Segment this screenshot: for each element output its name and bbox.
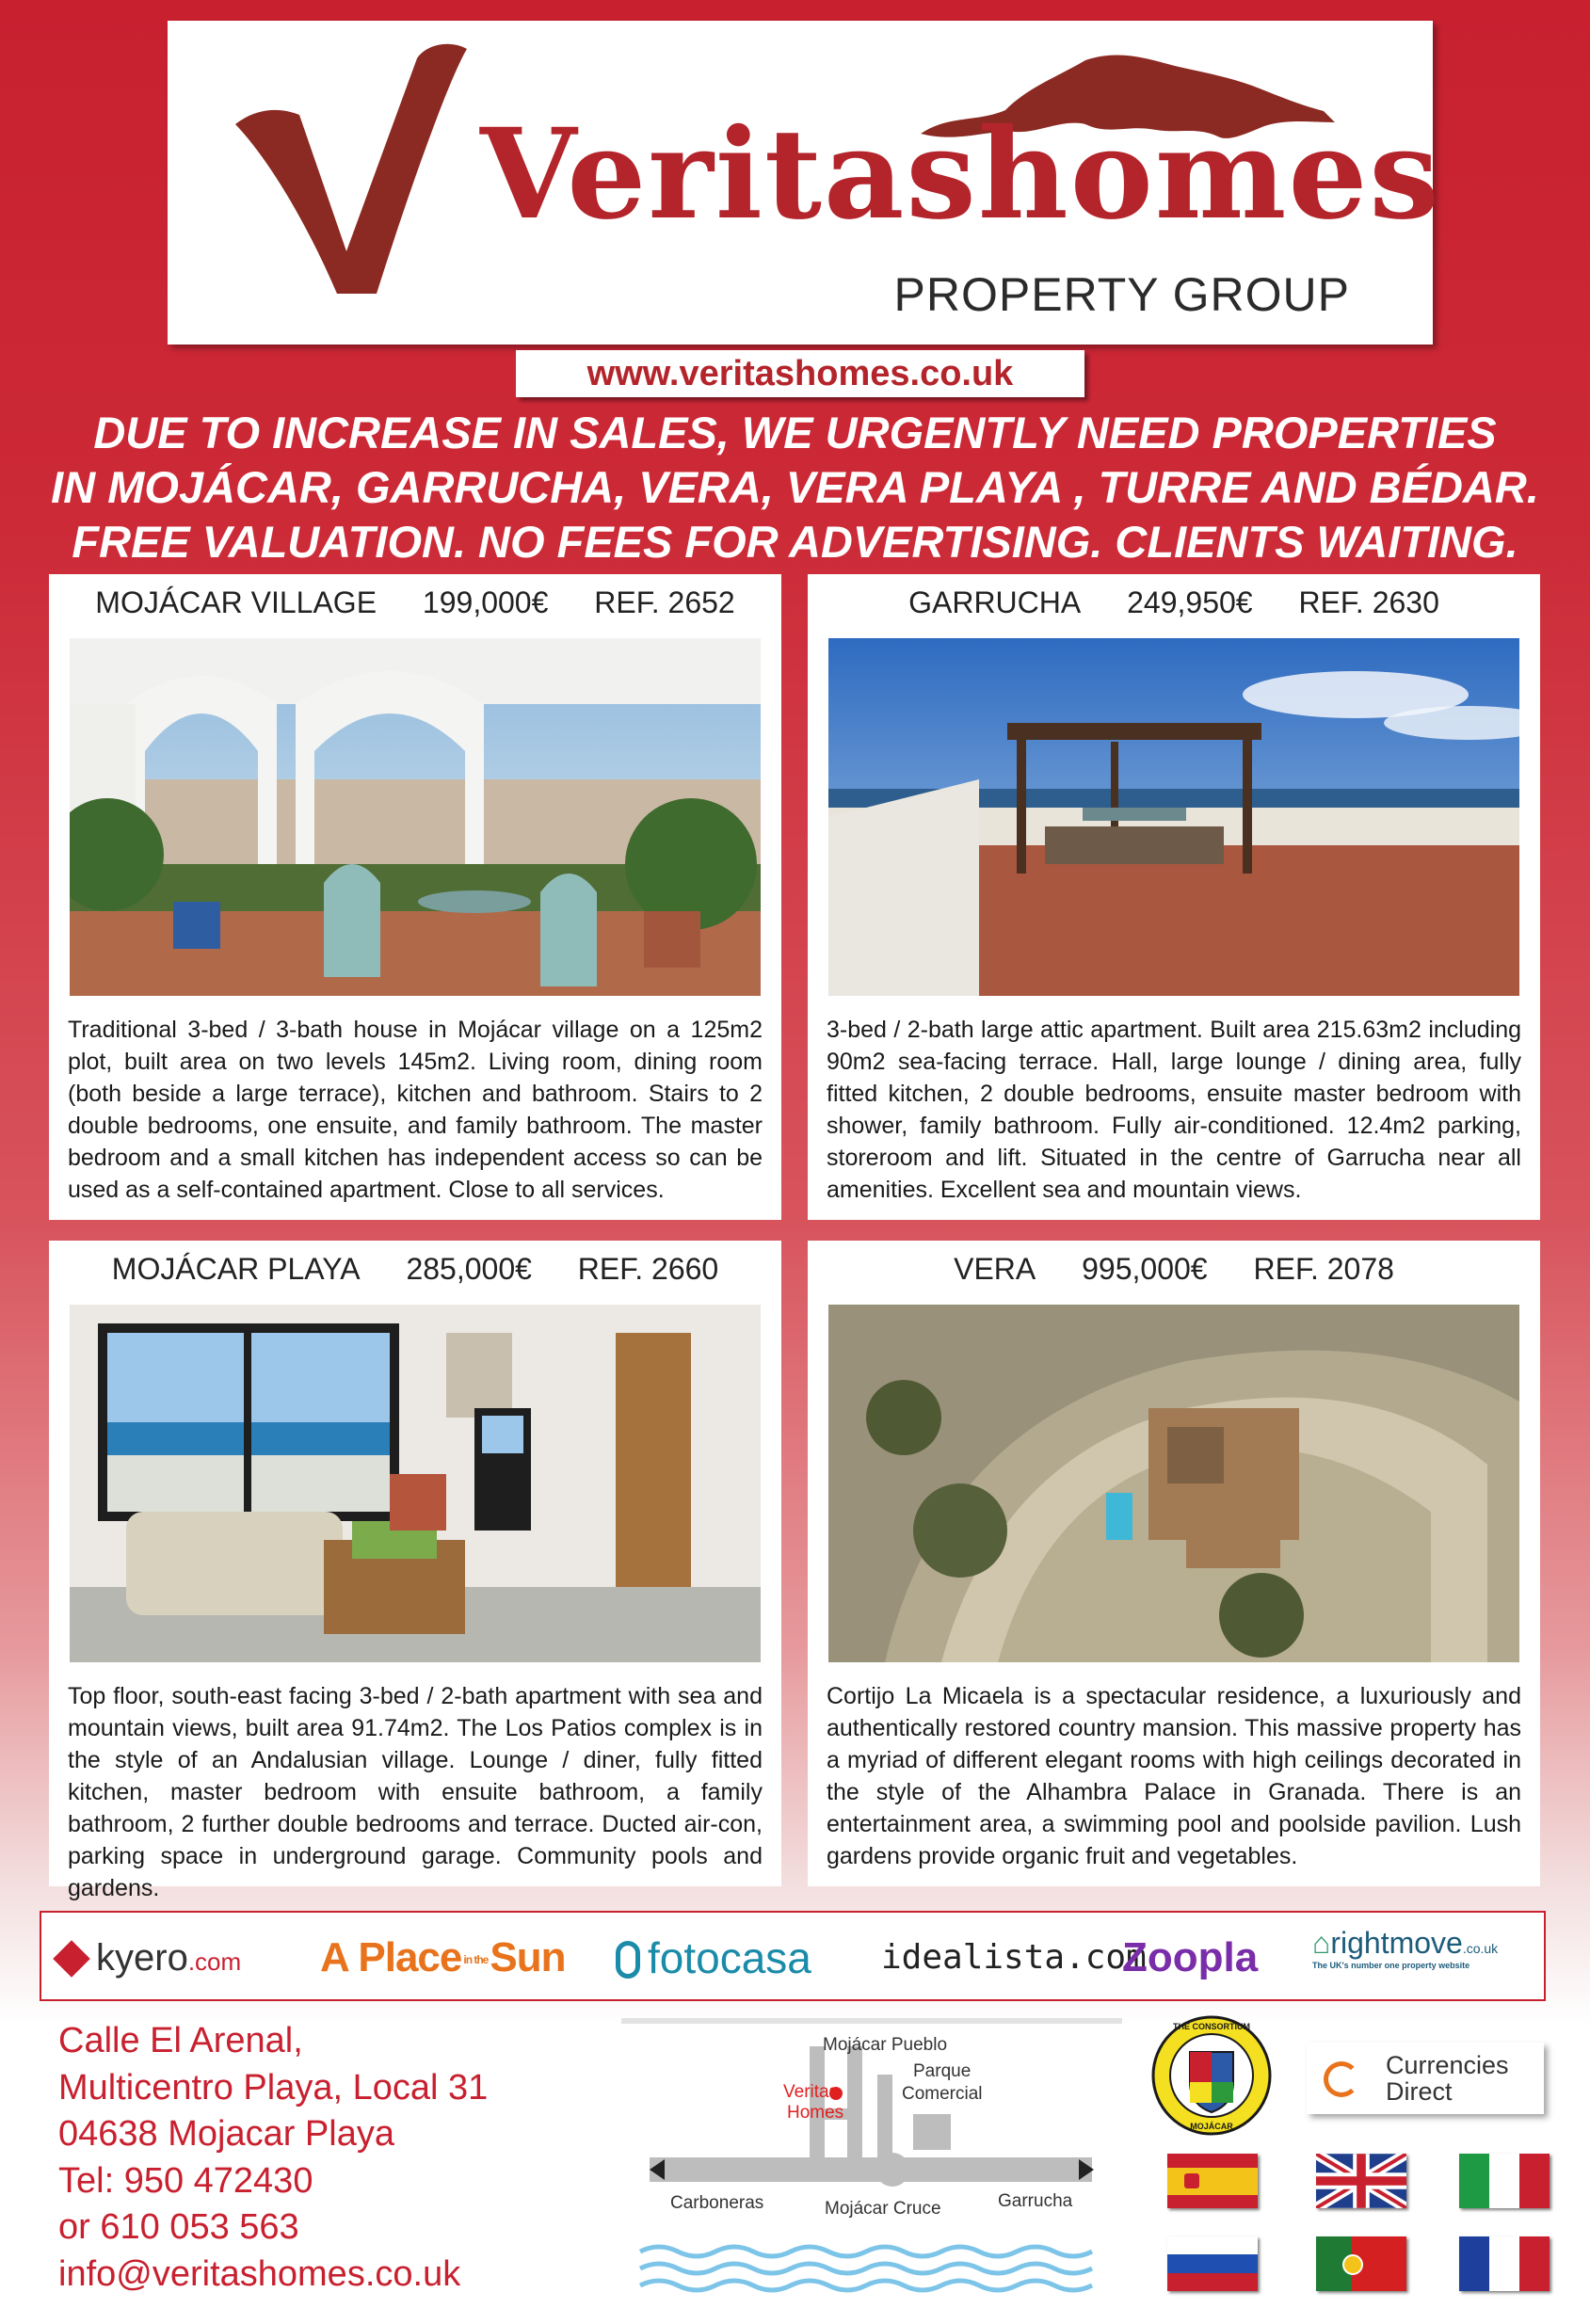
rightmove-logo[interactable] [1312,1926,1498,1992]
map-label-parque: Parque [913,2061,972,2081]
seal-bottom-text: MOJÁCAR [1190,2122,1233,2131]
headline-line-2: IN MOJÁCAR, GARRUCHA, VERA, VERA PLAYA , TURRE AND BÉDAR. [51,462,1539,512]
property-price: 285,000€ [406,1252,532,1286]
office-address [58,2018,488,2298]
seal-top-text: THE CONSORTIUM [1173,2022,1250,2031]
property-ref: REF. 2652 [594,585,735,619]
kyero-icon [53,1940,90,1978]
property-description: Traditional 3-bed / 3-bath house in Mojácar village on a 125m2 plot, built area on two levels 145m2. Living room, dining room (both beside a large terrace), kitchen and bathroom. Stairs to 2 double bedrooms, one ensuite, and family bathroom. The master bedroom and a small kitchen has independent access so can be used as a self-contained apartment. Close to all services. [68,1017,763,1203]
phone-line[interactable]: Tel: 950 472430 [58,2160,313,2201]
map-label-east: Garrucha [998,2191,1073,2211]
currencies-direct-logo[interactable] [1307,2043,1544,2114]
rightmove-suffix: .co.uk [1462,1941,1499,1956]
property-price: 995,000€ [1082,1252,1208,1286]
property-price: 249,950€ [1127,585,1253,619]
aerial-country-mansion-photo [828,1305,1519,1662]
logo-box [168,21,1441,345]
idealista-logo[interactable]: idealista.com [881,1938,1147,1977]
uk-flag-icon[interactable] [1316,2154,1406,2208]
rooftop-terrace-pergola-photo [828,638,1519,996]
terrace-with-arches-photo [70,638,761,996]
property-location: VERA [954,1252,1036,1286]
property-description: Cortijo La Micaela is a spectacular residence, a luxuriously and authentically restored country mansion. This massive property has a myriad of different elegant rooms with high ceilings decorated in the style of the Alhambra Palace in Granada. There is an entertainment area, a swimming pool and poolside pavilion. Lush gardens provide organic fruit and vegetables. [827,1683,1521,1869]
logo-subtitle: PROPERTY GROUP [893,268,1350,321]
headline-line-3: FREE VALUATION. NO FEES FOR ADVERTISING. CLIENTS WAITING. [72,517,1518,567]
property-ref: REF. 2660 [577,1252,719,1286]
property-card-mojacar-playa[interactable] [49,1241,781,1901]
kyero-name: kyero [96,1937,188,1979]
property-price: 199,000€ [422,585,549,619]
email-link[interactable]: info@veritashomes.co.uk [58,2253,461,2294]
italy-flag-icon[interactable] [1459,2154,1550,2208]
map-graphic [621,2018,1122,2310]
france-flag-icon[interactable] [1459,2236,1550,2291]
currencies-line1: Currencies [1386,2051,1509,2079]
russia-flag-icon[interactable] [1167,2236,1258,2291]
spain-flag-icon[interactable] [1167,2154,1258,2208]
property-title [49,1252,781,1287]
map-label-center: Mojácar Cruce [825,2199,941,2219]
aplaceinthesun-logo[interactable] [320,1913,565,2003]
map-label-homes: Homes [787,2103,844,2123]
property-card-vera[interactable] [808,1241,1540,1886]
property-title [49,585,781,620]
property-description: 3-bed / 2-bath large attic apartment. Built area 215.63m2 including 90m2 sea-facing terrace. Hall, large lounge / dining area, fully fitted kitchen, 2 double bedrooms, ensuite master bedroom with shower, family bathroom. Fully air-conditioned. 12.4m2 parking, storeroom and lift. Situated in the centre of Garrucha near all amenities. Excellent sea and mountain views. [827,1017,1521,1203]
map-label-veritas: Veritas [783,2082,839,2102]
map-label-west: Carboneras [670,2193,764,2213]
property-description: Top floor, south-east facing 3-bed / 2-bath apartment with sea and mountain views, built area 91.74m2. The Los Patios complex is in the style of an Andalusian village. Lounge / diner, fully fitted kitchen, master bedroom with ensuite bathroom, a family bathroom, 2 further double bedrooms and terrace. Ducted air-con, parking space in underground garage. Community pools and gardens. [68,1683,763,1901]
living-room-sea-view-photo [70,1305,761,1662]
fotocasa-text: fotocasa [648,1933,811,1982]
address-line: Calle El Arenal, [58,2021,303,2060]
kyero-suffix: .com [187,1947,242,1976]
currencies-direct-icon [1324,2061,1359,2097]
property-location: GARRUCHA [908,585,1082,619]
headline-line-1: DUE TO INCREASE IN SALES, WE URGENTLY NEED PROPERTIES [93,408,1497,457]
aplace-text: A Place [320,1934,462,1980]
property-location: MOJÁCAR PLAYA [111,1252,361,1286]
property-location: MOJÁCAR VILLAGE [95,585,377,619]
kyero-logo[interactable] [58,1913,241,2003]
zoopla-logo[interactable]: Zoopla [1122,1934,1259,1980]
logo-wordmark: Veritashomes [480,102,1441,248]
address-line: 04638 Mojacar Playa [58,2114,394,2154]
map-label-north: Mojácar Pueblo [823,2035,948,2055]
rightmove-tagline: The UK's number one property website [1312,1961,1470,1970]
inthe-text: in the [463,1952,489,1966]
portugal-flag-icon[interactable] [1316,2236,1406,2291]
logo-v-shape [235,44,467,294]
property-title [808,585,1540,620]
property-card-mojacar-village[interactable] [49,574,781,1220]
property-ref: REF. 2078 [1253,1252,1394,1286]
location-map [621,2018,1122,2310]
fotocasa-logo[interactable] [616,1913,811,2003]
address-line: Multicentro Playa, Local 31 [58,2067,489,2108]
location-pin-icon [616,1941,640,1979]
property-portals-strip [40,1911,1546,2001]
consortium-seal [1150,2014,1273,2137]
map-label-comercial: Comercial [902,2084,983,2104]
sun-text: Sun [490,1934,566,1980]
rightmove-icon: ⌂ [1312,1926,1331,1960]
property-card-garrucha[interactable] [808,574,1540,1220]
property-ref: REF. 2630 [1298,585,1439,619]
property-title [808,1252,1540,1287]
website-link[interactable]: www.veritashomes.co.uk [516,350,1084,397]
phone-line-alt[interactable]: or 610 053 563 [58,2207,299,2247]
rightmove-name: rightmove [1330,1926,1463,1960]
currencies-line2: Direct [1386,2077,1453,2106]
